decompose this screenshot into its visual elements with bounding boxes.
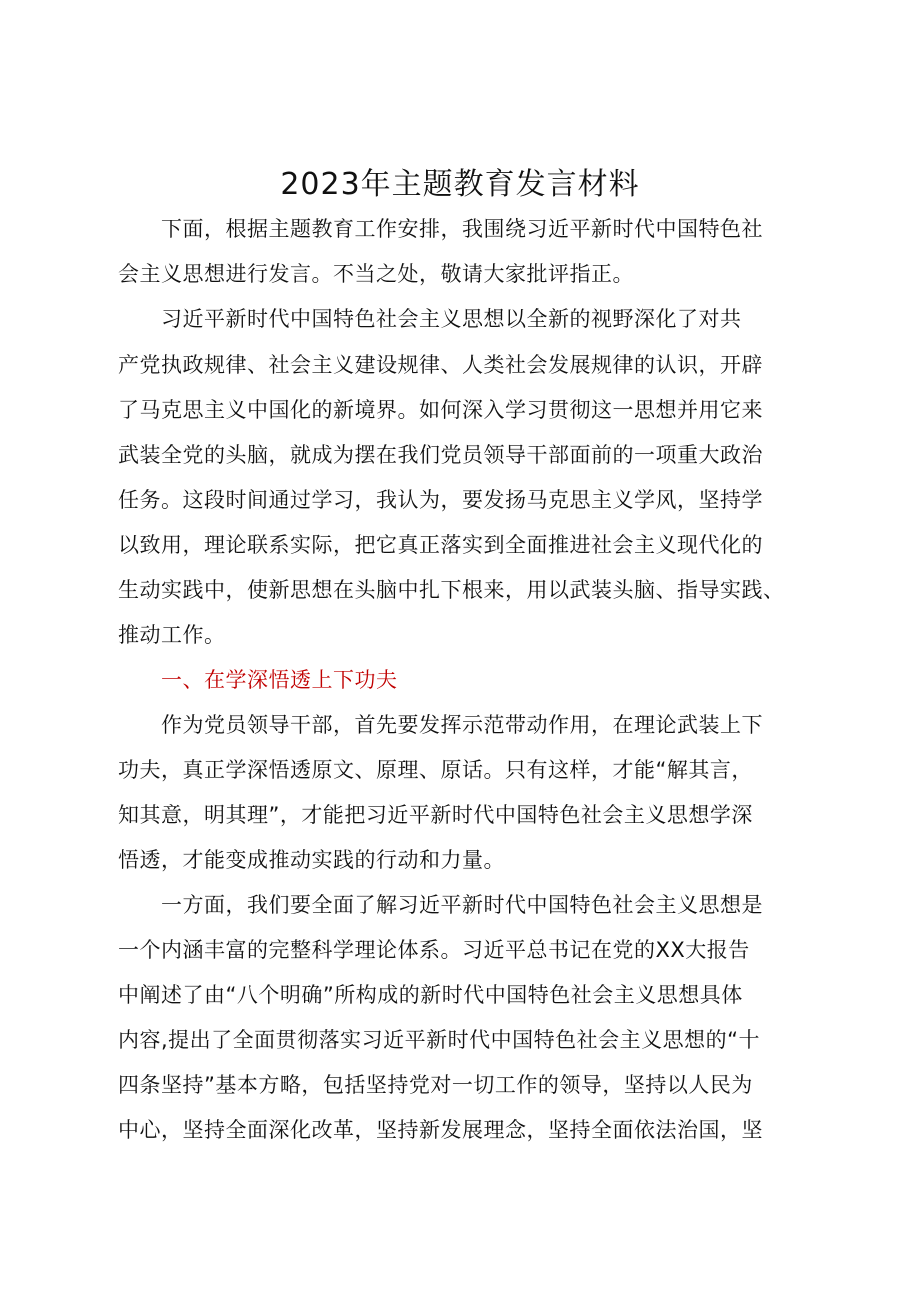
paragraph-line: 以致用，理论联系实际，把它真正落实到全面推进社会主义现代化的 — [118, 533, 763, 557]
paragraph-line: 作为党员领导干部，首先要发挥示范带动作用，在理论武装上下 — [118, 713, 763, 737]
paragraph-line: 习近平新时代中国特色社会主义思想以全新的视野深化了对共 — [118, 307, 742, 331]
paragraph-line: 武装全党的头脑，就成为摆在我们党员领导干部面前的一项重大政治 — [118, 443, 763, 467]
paragraph-line: 一个内涵丰富的完整科学理论体系。习近平总书记在党的XX大报告 — [118, 938, 750, 962]
paragraph-line: 中阐述了由“八个明确”所构成的新时代中国特色社会主义思想具体 — [118, 983, 743, 1007]
paragraph-line: 下面，根据主题教育工作安排，我围绕习近平新时代中国特色社 — [118, 217, 763, 241]
paragraph-line: 会主义思想进行发言。不当之处，敬请大家批评指正。 — [118, 262, 634, 286]
paragraph-line: 中心，坚持全面深化改革，坚持新发展理念，坚持全面依法治国，坚 — [118, 1118, 763, 1142]
paragraph-line: 产党执政规律、社会主义建设规律、人类社会发展规律的认识，开辟 — [118, 353, 763, 377]
paragraph-line: 一方面，我们要全面了解习近平新时代中国特色社会主义思想是 — [118, 893, 763, 917]
paragraph-line: 内容,提出了全面贯彻落实习近平新时代中国特色社会主义思想的“十 — [118, 1028, 761, 1052]
paragraph-line: 生动实践中，使新思想在头脑中扎下根来，用以武装头脑、指导实践、 — [118, 578, 785, 602]
paragraph-line: 推动工作。 — [118, 623, 226, 647]
paragraph-line: 功夫，真正学深悟透原文、原理、原话。只有这样，才能“解其言， — [118, 758, 753, 782]
section-heading: 一、在学深悟透上下功夫 — [118, 668, 398, 692]
paragraph-line: 悟透，才能变成推动实践的行动和力量。 — [118, 848, 505, 872]
paragraph-line: 任务。这段时间通过学习，我认为，要发扬马克思主义学风，坚持学 — [118, 488, 763, 512]
paragraph-line: 四条坚持”基本方略，包括坚持党对一切工作的领导，坚持以人民为 — [118, 1073, 753, 1097]
paragraph-line: 了马克思主义中国化的新境界。如何深入学习贯彻这一思想并用它来 — [118, 398, 763, 422]
paragraph-line: 知其意，明其理”，才能把习近平新时代中国特色社会主义思想学深 — [118, 803, 753, 827]
document-title: 2023年主题教育发言材料 — [280, 167, 640, 202]
